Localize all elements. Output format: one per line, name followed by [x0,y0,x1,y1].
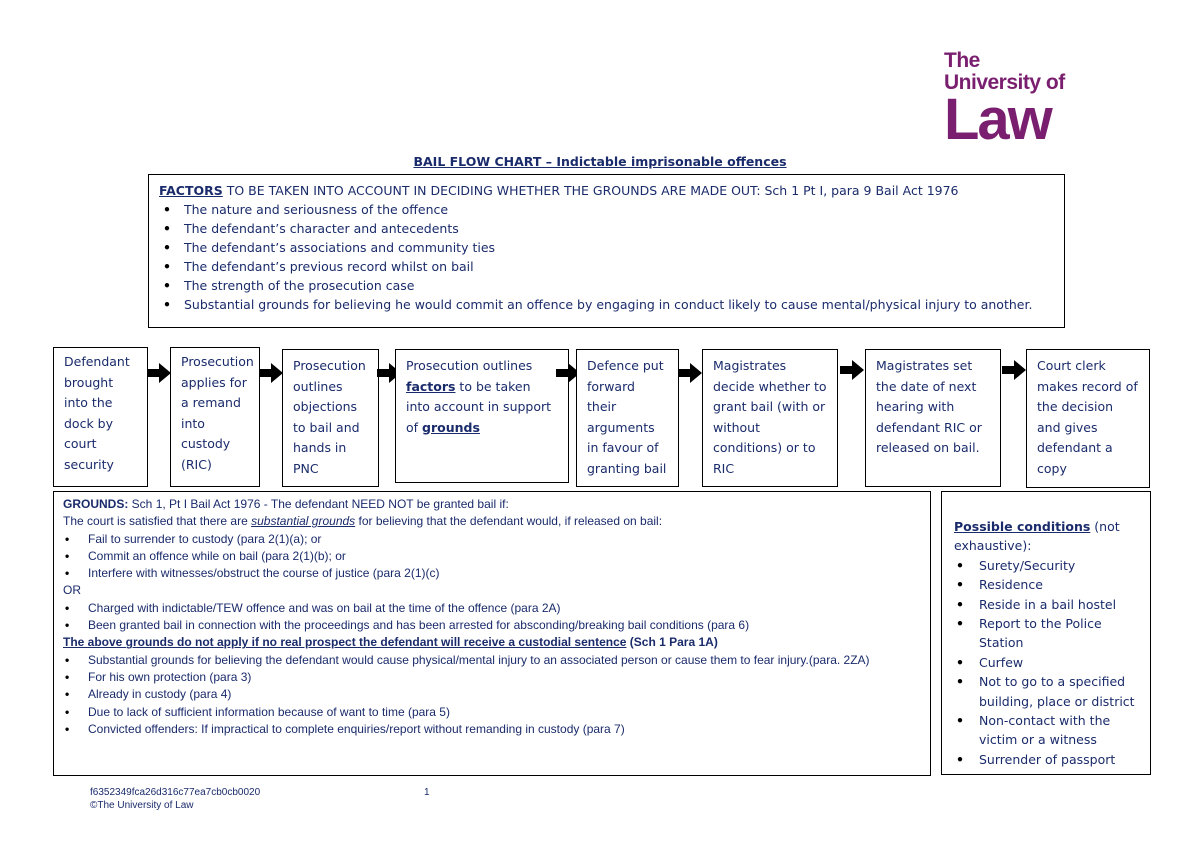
grounds-intro-pre: The court is satisfied that there are [63,514,252,529]
factor-item: • The strength of the prosecution case [159,276,1054,295]
ground-item: • Been granted bail in connection with the proceedings and has been arrested for absconding/breaking bail conditions (para 6) [63,617,921,634]
arrow-right-icon [678,363,702,383]
grounds-heading-rest: Sch 1, Pt I Bail Act 1976 - The defendant NEED NOT be granted bail if: [128,497,509,511]
condition-item: • Surety/Security [954,556,1140,575]
condition-item: • Reside in a bail hostel [954,595,1140,614]
conditions-heading [954,517,1140,556]
arrow-right-icon [259,363,283,383]
page-title: BAIL FLOW CHART – Indictable imprisonable offences [413,154,787,169]
ground-item: • Interfere with witnesses/obstruct the course of justice (para 2(1)(c) [63,565,921,582]
factor-item: • The defendant’s previous record whilst on bail [159,257,1054,276]
footer-page-number: 1 [424,787,430,798]
grounds-intro-post: for believing that the defendant would, if released on bail: [355,514,663,529]
factor-item: • The defendant’s character and antecedents [159,219,1054,238]
arrow-right-icon [147,363,171,383]
grounds-list-1 [63,531,921,583]
factor-item: • The defendant’s associations and community ties [159,238,1054,257]
condition-item: • Not to go to a specified building, place or district [954,672,1140,711]
factors-box [148,174,1065,328]
flow-step-8: Court clerk makes record of the decision and gives defendant a copy [1026,349,1150,488]
arrow-right-icon [840,360,864,380]
ground-item: • Fail to surrender to custody (para 2(1)(a); or [63,531,921,548]
grounds-heading [63,496,921,513]
flow-step-2: Prosecution applies for a remand into custody (RIC) [170,347,260,487]
step-4-factors: factors [406,378,456,394]
conditions-list [954,556,1140,769]
grounds-box [53,491,931,776]
condition-item: • Non-contact with the victim or a witness [954,711,1140,750]
condition-item: • Residence [954,575,1140,594]
footer-doc-id: f6352349fca26d316c77ea7cb0cb0020 [90,787,261,798]
grounds-heading-label: GROUNDS: [63,497,129,511]
factor-item: • The nature and seriousness of the offence [159,200,1054,219]
ground-item: • Due to lack of sufficient information because of want to time (para 5) [63,704,921,721]
logo-line-2: University of [944,71,1065,94]
factor-item: • Substantial grounds for believing he would commit an offence by engaging in conduct likely to cause mental/physical injury to another. [159,295,1054,314]
ground-item: • Substantial grounds for believing the defendant would cause physical/mental injury to an associated person or cause them to fear injury.(para. 2ZA) [63,652,921,669]
conditions-heading-rest: (not exhaustive): [954,519,1120,554]
grounds-list-3 [63,652,921,738]
ground-item: • Charged with indictable/TEW offence and was on bail at the time of the offence (para 2A) [63,600,921,617]
flow-step-6: Magistrates decide whether to grant bail (with or without conditions) or to RIC [702,349,838,487]
flow-step-5: Defence put forward their arguments in favour of granting bail [576,349,679,487]
conditions-box [941,491,1151,775]
conditions-heading-label: Possible conditions [954,519,1091,534]
factors-list [159,200,1054,314]
flow-step-3: Prosecution outlines objections to bail and hands in PNC [282,349,379,487]
ground-item: • Convicted offenders: If impractical to complete enquiries/report without remanding in custody (para 7) [63,721,921,738]
grounds-intro [63,513,921,530]
ground-item: • Commit an offence while on bail (para 2(1)(b); or [63,548,921,565]
arrow-right-icon [1002,360,1026,380]
step-4-grounds: grounds [422,419,480,435]
condition-item: • Curfew [954,653,1140,672]
grounds-notice-underlined: The above grounds do not apply if no real prospect the defendant will receive a custodial sentence [63,635,627,650]
condition-item: • Surrender of passport [954,750,1140,769]
step-4-text-pre: Prosecution outlines [406,358,533,373]
ground-item: • Already in custody (para 4) [63,686,921,703]
flow-step-4 [395,349,569,483]
flow-step-7: Magistrates set the date of next hearing with defendant RIC or released on bail. [865,349,1001,487]
university-of-law-logo [944,49,1065,152]
flow-step-1: Defendant brought into the dock by court security [53,347,148,487]
footer-copyright: ©The University of Law [90,800,194,811]
logo-line-3: Law [944,87,1051,152]
condition-item: • Report to the Police Station [954,614,1140,653]
factors-heading-label: FACTORS [159,183,223,198]
grounds-or: OR [63,583,81,598]
factors-heading [159,181,1054,200]
step-4-text-mid: to be taken into account in support of [406,378,552,435]
grounds-notice [63,634,921,651]
logo-line-1: The [944,49,980,72]
grounds-notice-rest: (Sch 1 Para 1A) [626,635,718,650]
factors-heading-rest: TO BE TAKEN INTO ACCOUNT IN DECIDING WHETHER THE GROUNDS ARE MADE OUT: Sch 1 Pt I, para 9 Bail Act 1976 [222,183,959,198]
grounds-list-2 [63,600,921,635]
grounds-intro-emphasis: substantial grounds [251,514,356,529]
ground-item: • For his own protection (para 3) [63,669,921,686]
